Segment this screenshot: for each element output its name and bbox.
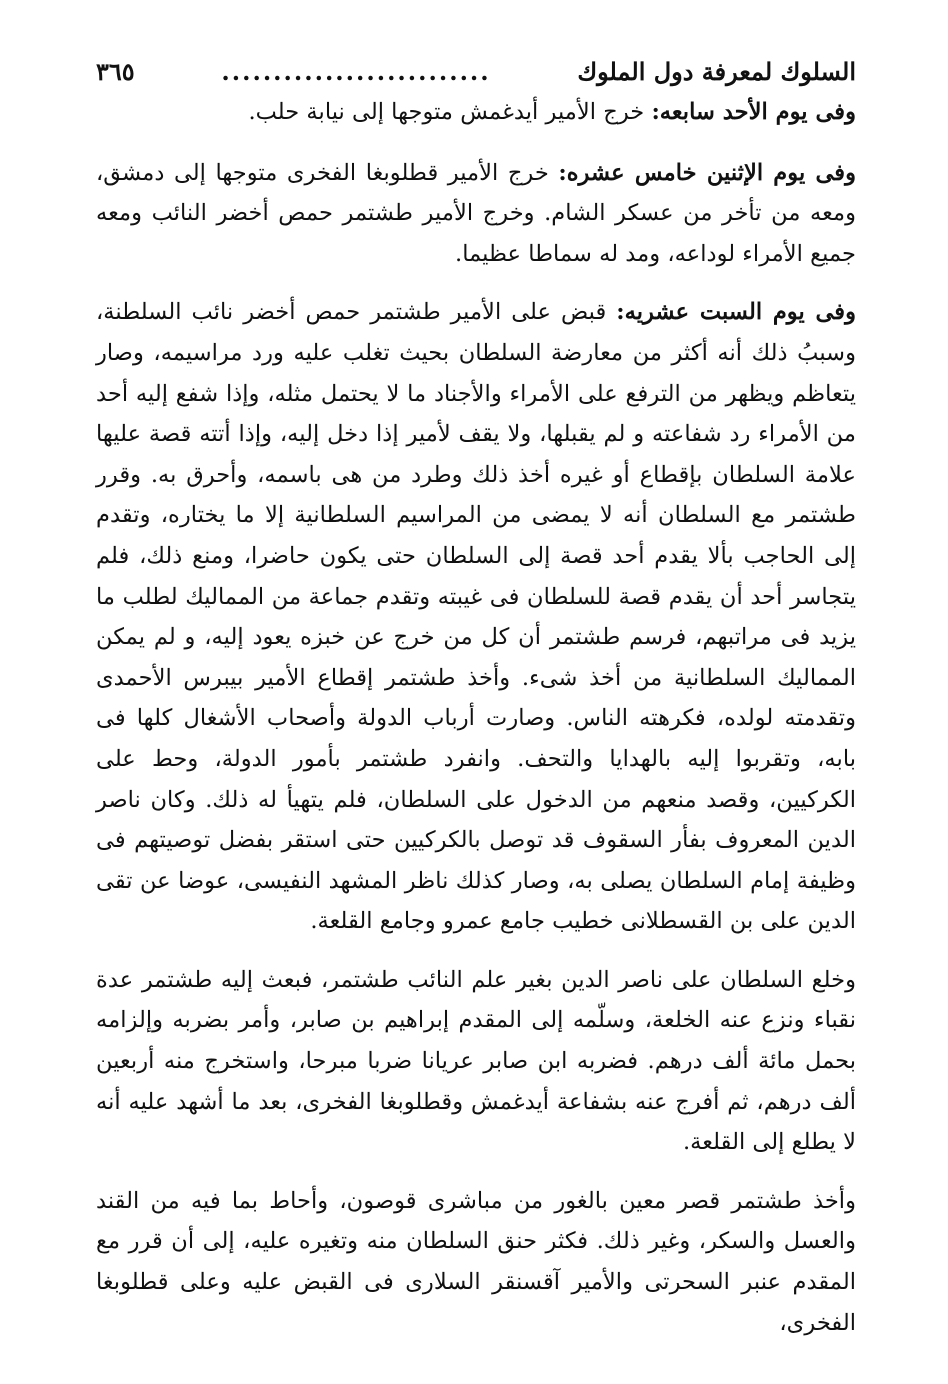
paragraph-3-lead: وفى يوم السبت عشريه:	[616, 299, 856, 326]
paragraph-5	[96, 1181, 856, 1343]
paragraph-4	[96, 960, 856, 1163]
paragraph-3	[96, 292, 856, 942]
paragraph-2	[96, 153, 856, 275]
running-header	[96, 52, 856, 92]
paragraph-4-text: وخلع السلطان على ناصر الدين بغير علم النائب طشتمر، فبعث إليه طشتمر عدة نقباء ونزع عنه الخلعة، وسلّمه إلى المقدم إبراهيم بن صابر، وأمر بضربه وإلزامه بحمل مائة ألف درهم. فضربه ابن صابر عريانا ضربا مبرحا، واستخرج منه أربعين ألف درهم، ثم أفرج عنه بشفاعة أيدغمش وقطلوبغا الفخرى، بعد ما أشهد عليه أنه لا يطلع إلى القلعة.	[96, 966, 856, 1156]
paragraph-5-text: وأخذ طشتمر قصر معين بالغور من مباشرى قوصون، وأحاط بما فيه من القند والعسل والسكر، وغير ذلك. فكثر حنق السلطان منه وتغيره عليه، إلى أن قرر مع المقدم عنبر السحرتى والأمير آقسنقر السلارى فى القبض عليه وعلى قطلوبغا الفخرى،	[96, 1187, 856, 1336]
paragraph-3-text: قبض على الأمير طشتمر حمص أخضر نائب السلطنة، وسببُ ذلك أنه أكثر من معارضة السلطان بحيث تغلب عليه ورد مراسيمه، وصار يتعاظم ويظهر من الترفع على الأمراء والأجناد ما لا يحتمل مثله، وإذا شفع إليه أحد من الأمراء رد شفاعته و لم يقبلها، ولا يقف لأمير إذا دخل إليه، وإذا أتته قصة عليها علامة السلطان بإقطاع أو غيره أخذ ذلك وطرد من هى باسمه، وأحرق به. وقرر طشتمر مع السلطان أنه لا يمضى من المراسيم السلطانية إلا ما يختاره، وتقدم إلى الحاجب بألا يقدم أحد قصة إلى السلطان حتى يكون حاضرا، ومنع ذلك، فلم يتجاسر أحد أن يقدم قصة للسلطان فى غيبته وتقدم جماعة من المماليك لطلب ما يزيد فى مراتبهم، فرسم طشتمر أن كل من خرج عن خبزه يعود إليه، و لم يمكن المماليك السلطانية من أخذ شىء. وأخذ طشتمر إقطاع الأمير بيبرس الأحمدى وتقدمته لولده، فكرهته الناس. وصارت أرباب الدولة وأصحاب الأشغال كلها فى بابه، وتقربوا إليه بالهدايا والتحف. وانفرد طشتمر بأمور الدولة، وحط على الكركيين، وقصد منعهم من الدخول على السلطان، فلم يتهيأ له ذلك. وكان ناصر الدين المعروف بفأر السقوف قد توصل بالكركيين حتى استقر بفضل توصيتهم فى وظيفة إمام السلطان يصلى به، وصار كذلك ناظر المشهد النفيسى، عوضا عن تقى الدين على بن القسطلانى خطيب جامع عمرو وجامع القلعة.	[96, 299, 856, 935]
paragraph-1-text: خرج الأمير أيدغمش متوجها إلى نيابة حلب.	[248, 99, 652, 125]
paragraph-1-lead: وفى يوم الأحد سابعه:	[651, 99, 856, 125]
header-leader-dots: ..........................	[221, 57, 491, 86]
paragraph-1	[96, 92, 856, 133]
paragraph-2-lead: وفى يوم الإثنين خامس عشره:	[558, 159, 856, 186]
paragraph-2-text: خرج الأمير قطلوبغا الفخرى متوجها إلى دمشق، ومعه من تأخر من عسكر الشام. وخرج الأمير طشتمر حمص أخضر النائب ومعه جميع الأمراء لوداعه، ومد له سماطا عظيما.	[96, 159, 856, 267]
header-title: السلوك لمعرفة دول الملوك	[577, 57, 856, 86]
page-number: ٣٦٥	[96, 57, 135, 86]
